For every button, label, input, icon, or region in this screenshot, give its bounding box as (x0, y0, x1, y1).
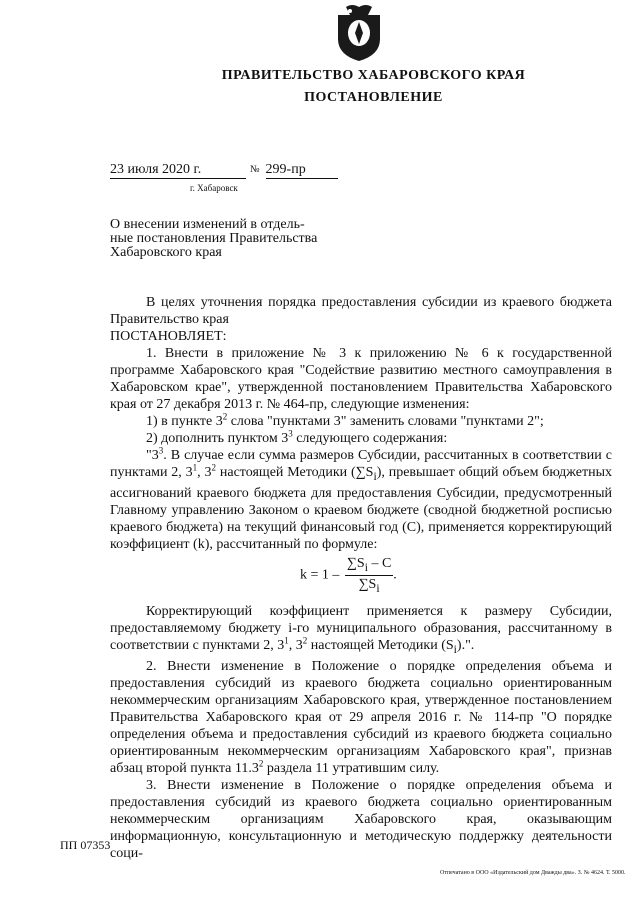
document-code: ПП 07353 (60, 838, 111, 852)
resolves-heading: ПОСТАНОВЛЯЕТ: (110, 329, 227, 344)
subject-line: Хабаровского края (110, 245, 222, 260)
intro-paragraph: В целях уточнения порядка предоставления субсидии из краевого бюджета Правительство края (110, 295, 612, 327)
document-body-bottom (110, 603, 612, 862)
print-note: Отпечатано в ООО «Издательский дом Дважды два». З. № 4624. Т. 5000. (440, 870, 626, 876)
city: г. Хабаровск (190, 183, 238, 193)
coefficient-paragraph: Корректирующий коэффициент применяется к размеру Субсидии, предоставляемому бюджету i-го муниципального образования, рассчитанному в соответствии с пунктами 2, $3^1$, $3^2$ настоящей Методики $(S_i)$.". (110, 604, 612, 656)
formula-fraction (345, 556, 393, 595)
subject-line: ные постановления Правительства (110, 231, 318, 246)
quoted-point-paragraph: "$3^3$. В случае если сумма размеров Субсидии, рассчитанных в соответствии с пунктами 2, $3^1$, $3^2$ настоящей Методики $(\sum S_i)$, превышает общий объем бюджетных ассигнований краевого бюджета для предоставления Субсидии, предусмотренный Главному управлению Законом о краевом бюджете (сводной бюджетной росписью краевого бюджета) на текущий финансовый год (С), применяется корректирующий коэффициент (k), рассчитанный по формуле: (110, 445, 613, 552)
coat-of-arms-emblem (334, 3, 384, 63)
document-type: ПОСТАНОВЛЕНИЕ (304, 90, 443, 105)
document-number: 299-пр (266, 162, 338, 179)
formula-period: . (393, 567, 397, 583)
government-title: ПРАВИТЕЛЬСТВО ХАБАРОВСКОГО КРАЯ (221, 68, 526, 83)
date-number-line (110, 162, 338, 179)
formula-lhs: k = 1 – (300, 567, 340, 583)
formula-numerator: $\sum S_i$ – C (346, 556, 392, 574)
emblem-icon (334, 3, 384, 63)
item-2-paragraph: 2. Внести изменение в Положение о порядке определения объема и предоставления субсидий из краевого бюджета социально ориентированным некоммерческим организациям Хабаровского края, утвержденное постановлением Правительства Хабаровского края от 29 апреля 2016 г. № 114-пр "О порядке определения объема и предоставления субсидий из краевого бюджета социально ориентированным некоммерческим организациям Хабаровского края", признав абзац второй пункта 11.3$^2$ раздела 11 утратившим силу. (110, 658, 612, 776)
document-subject (110, 218, 370, 260)
document-body-top (110, 294, 612, 553)
item-1-2-paragraph: 2) дополнить пунктом $3^3$ следующего содержания: (146, 428, 448, 446)
item-1-paragraph: 1. Внести в приложение № 3 к приложению № 6 к государственной программе Хабаровского края "Содействие развитию местного самоуправления в Хабаровском крае", утвержденной постановлением Правительства Хабаровского края от 27 декабря 2013 г. № 464-пр, следующие изменения: (110, 346, 612, 412)
number-label: № (250, 164, 260, 175)
correction-coefficient-formula (300, 556, 397, 604)
item-3-paragraph: 3. Внести изменение в Положение о порядке определения объема и предоставления субсидий из краевого бюджета социально ориентированным некоммерческим организациям Хабаровского края, оказывающим информационную, консультационную и методическую поддержку деятельности соци- (110, 777, 612, 861)
item-1-1-paragraph: 1) в пункте $3^2$ слова "пунктами 3" заменить словами "пунктами 2"; (146, 411, 544, 429)
subject-line: О внесении изменений в отдель- (110, 217, 305, 232)
formula-denominator: $\sum S_i$ (358, 576, 380, 595)
document-date: 23 июля 2020 г. (110, 162, 246, 179)
